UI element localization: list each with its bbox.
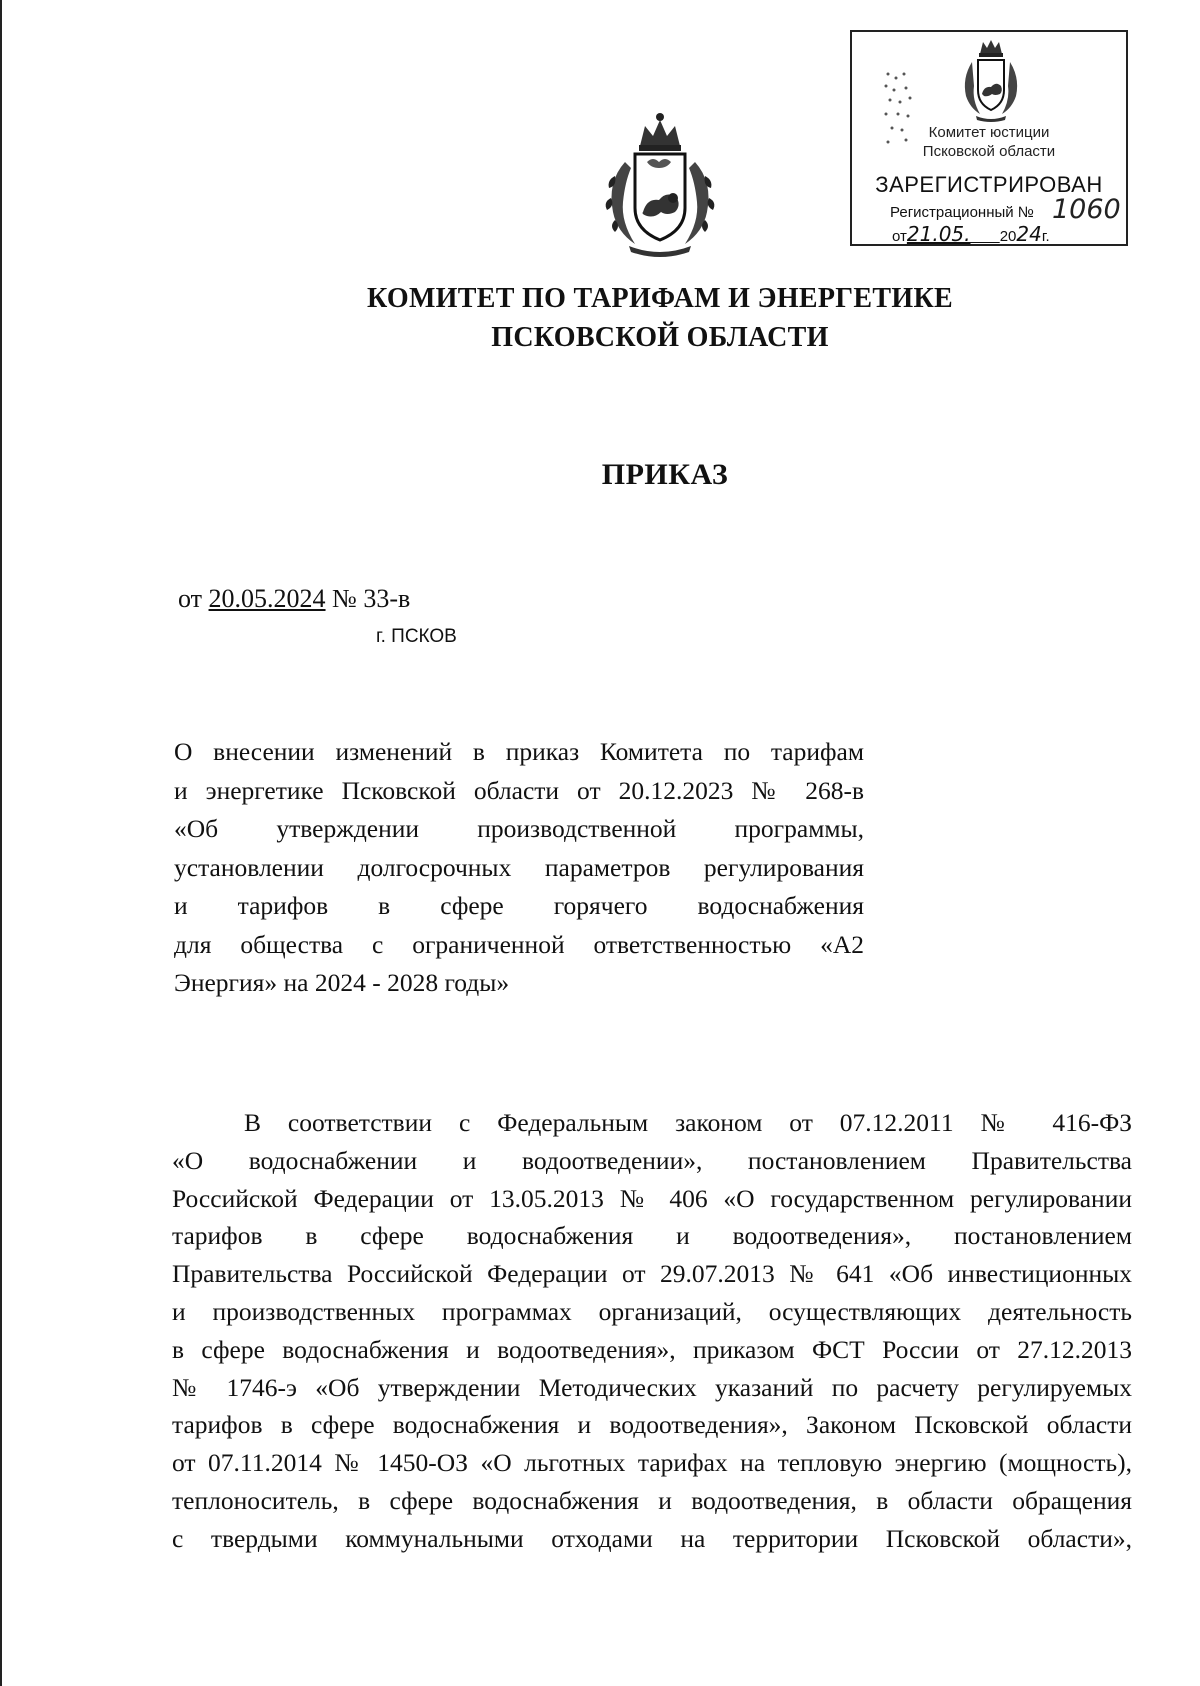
subject-line: «Об утверждении производственной программы, <box>174 814 864 843</box>
body-line: № 1746-э «Об утверждении Методических указаний по расчету регулируемых <box>172 1372 1132 1402</box>
order-subject <box>174 733 864 1003</box>
committee-name-line2: ПСКОВСКОЙ ОБЛАСТИ <box>491 322 829 353</box>
order-date-number <box>178 584 410 614</box>
stamp-coat-of-arms-icon <box>958 38 1024 122</box>
stamp-date-year-prefix: 20 <box>999 228 1017 245</box>
order-number: № 33-в <box>332 584 411 613</box>
stamp-date-year-end: г. <box>1041 228 1050 245</box>
stamp-status: ЗАРЕГИСТРИРОВАН <box>875 172 1103 197</box>
stamp-date-prefix: от <box>892 228 907 245</box>
stamp-reg-number: 1060 <box>1052 194 1121 225</box>
stamp-date <box>892 222 1050 246</box>
order-city: г. ПСКОВ <box>376 626 457 647</box>
stamp-org-line1: Комитет юстиции <box>928 124 1050 141</box>
body-line: Правительства Российской Федерации от 29.07.2013 № 641 «Об инвестиционных <box>172 1259 1132 1289</box>
body-line: «О водоснабжении и водоотведении», постановлением Правительства <box>172 1145 1132 1175</box>
document-type-title: ПРИКАЗ <box>601 458 729 491</box>
order-body-paragraph <box>172 1104 1132 1558</box>
body-line: Российской Федерации от 13.05.2013 № 406 «О государственном регулировании <box>172 1183 1132 1213</box>
order-date: 20.05.2024 <box>208 584 326 613</box>
subject-line: Энергия» на 2024 - 2028 годы» <box>174 968 510 997</box>
subject-line: и тарифов в сфере горячего водоснабжения <box>174 891 864 920</box>
page-left-edge-line <box>0 0 2 1686</box>
stamp-date-day-month: 21.05. <box>906 222 971 246</box>
stamp-reg-label: Регистрационный № <box>890 204 1034 221</box>
subject-line: и энергетике Псковской области от 20.12.2023 № 268-в <box>174 775 864 805</box>
subject-line: для общества с ограниченной ответственностью «А2 <box>174 929 864 959</box>
stamp-org-line2: Псковской области <box>922 143 1056 160</box>
committee-name-line1: КОМИТЕТ ПО ТАРИФАМ И ЭНЕРГЕТИКЕ <box>366 283 954 314</box>
subject-line: О внесении изменений в приказ Комитета по тарифам <box>174 737 864 766</box>
stamp-date-year-suffix: 24 <box>1016 222 1042 246</box>
body-line: тарифов в сфере водоснабжения и водоотведения», Законом Псковской области <box>172 1410 1132 1440</box>
body-line: тарифов в сфере водоснабжения и водоотведения», постановлением <box>172 1221 1132 1251</box>
body-line: и производственных программах организаций, осуществляющих деятельность <box>172 1296 1132 1326</box>
body-line: с твердыми коммунальными отходами на территории Псковской области», <box>172 1523 1132 1553</box>
body-line: в сфере водоснабжения и водоотведения», приказом ФСТ России от 27.12.2013 <box>172 1334 1132 1364</box>
body-line: от 07.11.2014 № 1450-ОЗ «О льготных тарифах на тепловую энергию (мощность), <box>172 1448 1132 1478</box>
body-line: теплоноситель, в сфере водоснабжения и водоотведения, в области обращения <box>172 1485 1132 1515</box>
body-line: В соответствии с Федеральным законом от 07.12.2011 № 416-ФЗ <box>244 1108 1132 1137</box>
justice-registration-stamp <box>850 30 1128 246</box>
subject-line: установлении долгосрочных параметров регулирования <box>174 852 864 882</box>
order-date-prefix: от <box>178 584 203 613</box>
pskov-coat-of-arms-icon <box>595 112 725 258</box>
